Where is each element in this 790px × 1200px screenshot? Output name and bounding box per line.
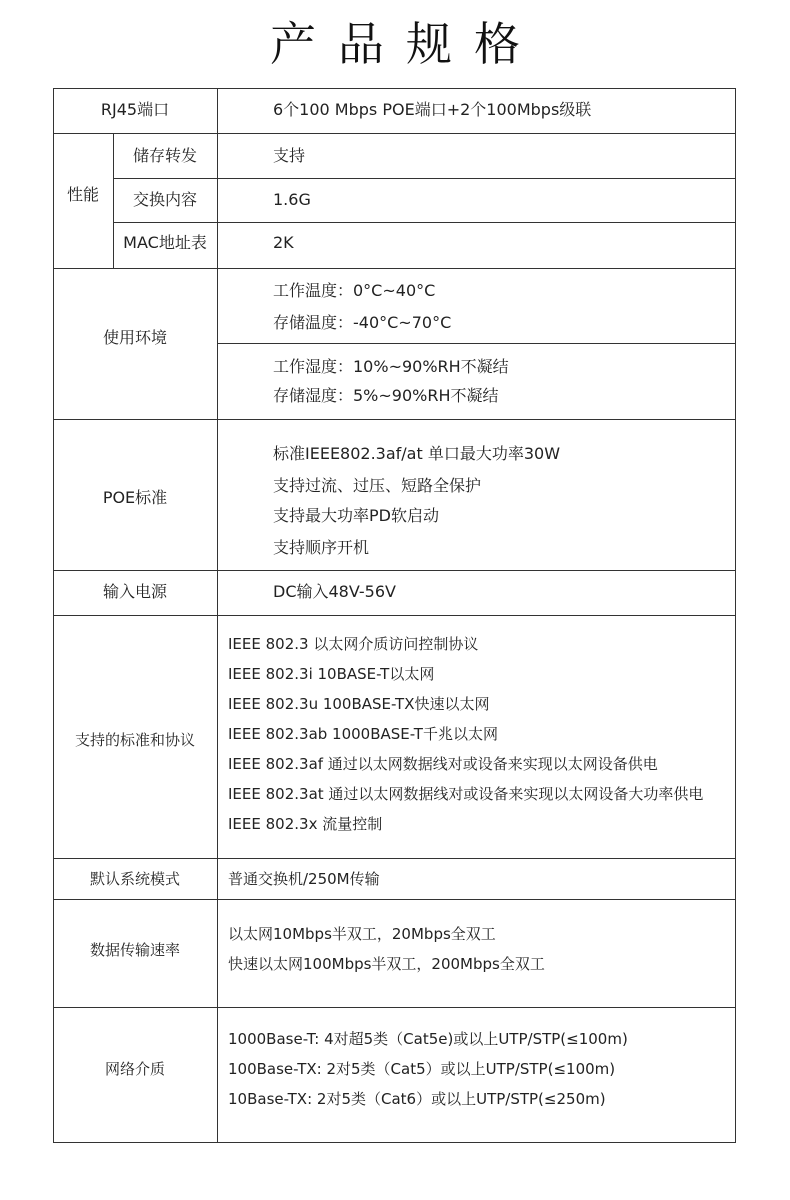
standards-label: 支持的标准和协议 (74, 731, 195, 749)
performance-label: 性能 (66, 185, 99, 204)
rate-line: 以太网10Mbps半双工，20Mbps全双工 (228, 925, 496, 943)
temperature-line: 工作温度：0°C~40°C (273, 281, 436, 300)
standard-line: IEEE 802.3u 100BASE-TX快速以太网 (228, 695, 490, 713)
poe-line: 支持过流、过压、短路全保护 (273, 476, 482, 495)
poe-label: POE标准 (102, 488, 168, 507)
performance-item-label: MAC地址表 (123, 233, 207, 252)
media-line: 100Base-TX: 2对5类（Cat5）或以上UTP/STP(≤100m) (228, 1060, 616, 1078)
power-label: 输入电源 (102, 582, 167, 601)
row-divider (53, 615, 736, 616)
standard-line: IEEE 802.3x 流量控制 (228, 815, 383, 833)
poe-line: 标准IEEE802.3af/at 单口最大功率30W (273, 444, 561, 463)
temperature-line: 存储温度：-40°C~70°C (273, 313, 452, 332)
standard-line: IEEE 802.3i 10BASE-T以太网 (228, 665, 435, 683)
media-label: 网络介质 (104, 1060, 165, 1078)
power-value: DC输入48V-56V (273, 582, 396, 601)
media-line: 1000Base-T: 4对超5类（Cat5e)或以上UTP/STP(≤100m) (228, 1030, 628, 1048)
row-divider (217, 343, 736, 344)
standard-line: IEEE 802.3at 通过以太网数据线对或设备来实现以太网设备大功率供电 (228, 785, 704, 803)
row-divider (53, 1007, 736, 1008)
media-line: 10Base-TX: 2对5类（Cat6）或以上UTP/STP(≤250m) (228, 1090, 606, 1108)
performance-item-value: 2K (273, 233, 294, 252)
rj45-label: RJ45端口 (100, 100, 170, 119)
mode-label: 默认系统模式 (89, 870, 180, 888)
rate-label: 数据传输速率 (89, 941, 180, 959)
standard-line: IEEE 802.3ab 1000BASE-T千兆以太网 (228, 725, 498, 743)
row-divider (113, 222, 736, 223)
environment-label: 使用环境 (102, 328, 167, 347)
standard-line: IEEE 802.3 以太网介质访问控制协议 (228, 635, 479, 653)
performance-item-value: 1.6G (273, 190, 311, 209)
table-border-bottom (53, 1142, 736, 1143)
page-title: 产品规格 (270, 17, 542, 71)
rj45-value: 6个100 Mbps POE端口+2个100Mbps级联 (273, 100, 592, 119)
performance-item-label: 储存转发 (132, 146, 197, 165)
humidity-line: 存储湿度：5%~90%RH不凝结 (273, 386, 499, 405)
row-divider (53, 899, 736, 900)
spec-table (53, 88, 736, 1143)
rate-line: 快速以太网100Mbps半双工，200Mbps全双工 (228, 955, 545, 973)
row-divider (113, 178, 736, 179)
humidity-line: 工作湿度：10%~90%RH不凝结 (273, 357, 509, 376)
mode-value: 普通交换机/250M传输 (228, 870, 380, 888)
row-divider (53, 419, 736, 420)
row-divider (53, 268, 736, 269)
performance-item-label: 交换内容 (132, 190, 197, 209)
poe-line: 支持顺序开机 (273, 538, 370, 557)
row-divider (53, 133, 736, 134)
row-divider (53, 858, 736, 859)
table-border-top (53, 88, 736, 89)
row-divider (53, 570, 736, 571)
standard-line: IEEE 802.3af 通过以太网数据线对或设备来实现以太网设备供电 (228, 755, 658, 773)
performance-item-value: 支持 (273, 146, 306, 165)
poe-line: 支持最大功率PD软启动 (273, 506, 439, 525)
